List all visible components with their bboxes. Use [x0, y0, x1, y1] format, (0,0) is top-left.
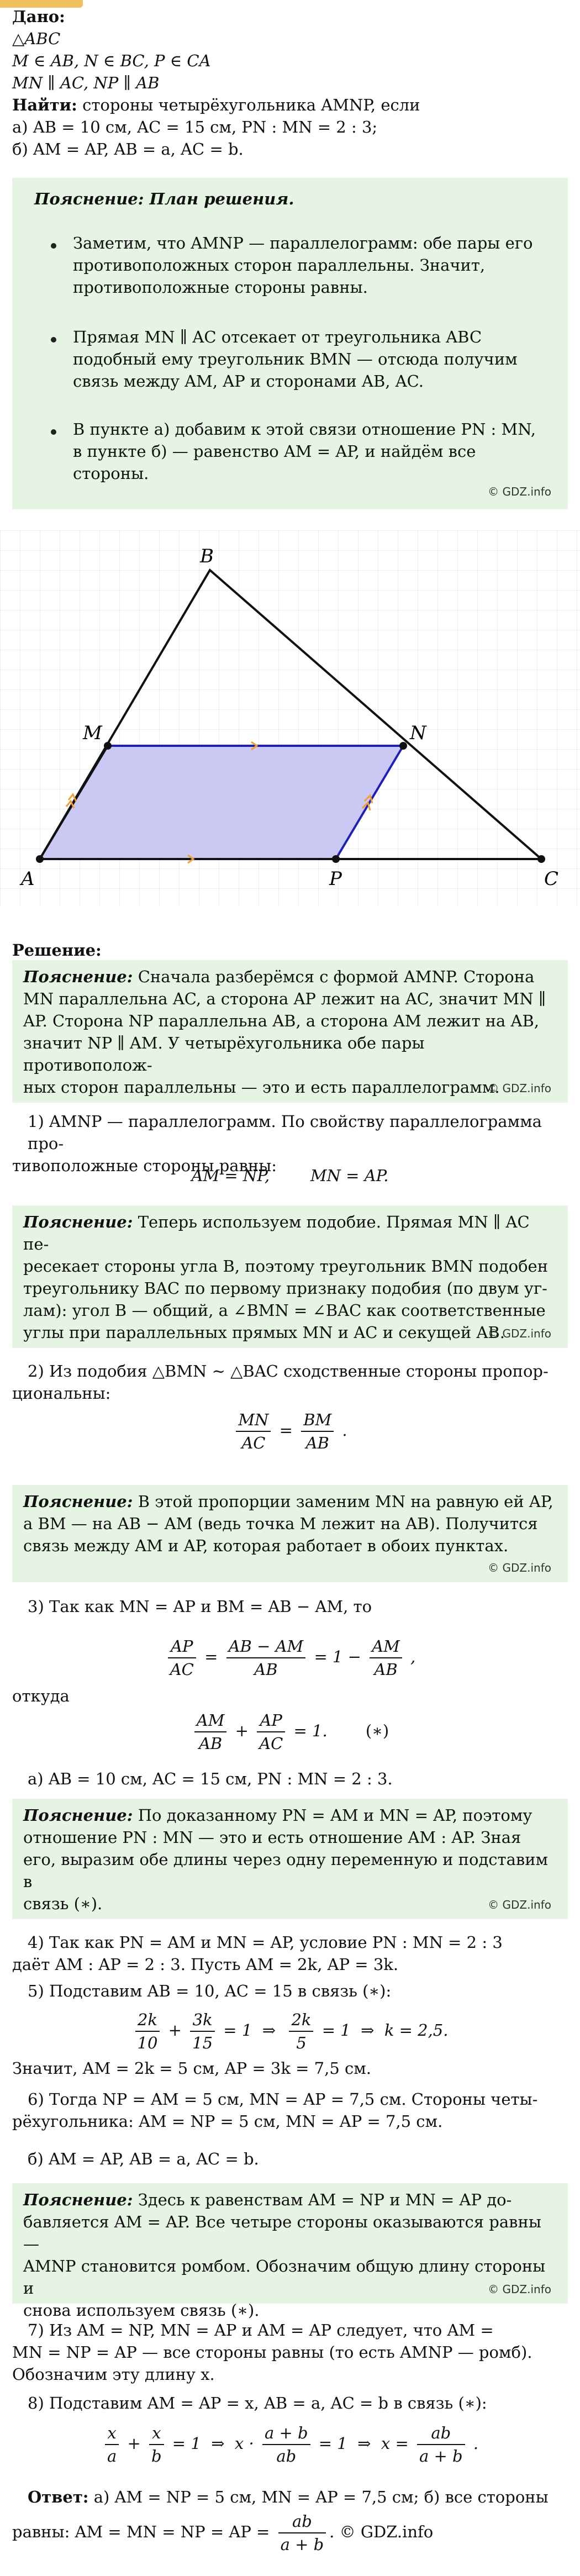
bullet-icon [51, 243, 56, 249]
eq-sign: = 1 ⇒ x · [172, 2434, 254, 2453]
find-title: Найти: [12, 96, 77, 114]
given-block [12, 6, 420, 160]
label-a: A [21, 868, 35, 890]
point-n [399, 742, 407, 750]
note-line: его, выразим обе длины через одну переменную и подставим в [23, 1850, 549, 1891]
frac-den: AB [374, 1660, 398, 1679]
step-line: 6) Тогда NP = AM = 5 см, MN = AP = 7,5 см. Стороны четы- [28, 2090, 538, 2109]
plan-item: Заметим, что AMNP — параллелограмм: обе пары его противоположных сторон параллельны. Значит, противоположные стороны равны. [73, 234, 533, 297]
point-m [104, 742, 112, 750]
step-line: циональны: [12, 1384, 111, 1403]
frac-den: AB [198, 1734, 223, 1753]
eq-sign: + [168, 2021, 182, 2040]
note-lead: Пояснение: [23, 1806, 133, 1825]
eq-sign: = [279, 1421, 293, 1440]
frac-den: AB [254, 1660, 278, 1679]
label-c: C [544, 868, 559, 890]
eq-tag: (∗) [365, 1721, 389, 1740]
step-line: MN = NP = AP — все стороны равны (то есть AMNP — ромб). [12, 2343, 532, 2362]
frac-den: 15 [192, 2034, 213, 2052]
given-title: Дано: [12, 7, 65, 26]
step-6 [12, 2088, 538, 2132]
eq-sign: + [127, 2434, 141, 2453]
step-7 [12, 2319, 532, 2385]
frac-den: a + b [419, 2447, 463, 2466]
frac-den: a + b [280, 2535, 324, 2554]
note-lead: Пояснение: [23, 1213, 133, 1231]
label-b: B [200, 545, 214, 567]
step-5-result: Значит, AM = 2k = 5 см, AP = 3k = 7,5 см. [12, 2059, 372, 2078]
frac-num: AP [257, 1709, 285, 1732]
note-line: ных сторон параллельны — это и есть параллелограмм. [23, 1078, 500, 1097]
gdz-watermark: © GDZ.info [488, 485, 551, 498]
note-line: связь (∗). [23, 1894, 103, 1913]
note-line: углы при параллельных прямых MN и AC и секущей AB. [23, 1323, 505, 1342]
gdz-watermark: © GDZ.info [488, 1898, 551, 1911]
note-line: снова используем связь (∗). [23, 2301, 260, 2320]
note-line: ресекает стороны угла B, поэтому треугольник BMN подобен [23, 1257, 549, 1276]
answer-line: равны: AM = MN = NP = AP = [12, 2522, 270, 2541]
note-line: связь между AM и AP, которая работает в обоих пунктах. [23, 1536, 509, 1555]
bullet-icon [51, 429, 56, 435]
solution-title: Решение: [12, 941, 102, 960]
step-line: 2) Из подобия △BMN ∼ △BAC сходственные стороны пропор- [28, 1362, 549, 1381]
triangle-figure [0, 530, 580, 906]
find-text: стороны четырёхугольника AMNP, если [77, 96, 420, 114]
note-box [12, 1799, 568, 1919]
note-line: AMNP становится ромбом. Обозначим общую длину стороны и [23, 2257, 546, 2298]
note-line: треугольнику BAC по первому признаку подобия (по двум уг- [23, 1279, 547, 1298]
step-5: 5) Подставим AB = 10, AC = 15 в связь (∗): [28, 1982, 392, 2000]
frac-den: 10 [137, 2034, 158, 2052]
answer-lead: Ответ: [28, 2488, 89, 2506]
case-b: б) AM = AP, AB = a, AC = b. [12, 140, 244, 159]
part-b: б) AM = AP, AB = a, AC = b. [28, 2150, 259, 2168]
answer-fraction [278, 2510, 326, 2556]
part-a: а) AB = 10 см, AC = 15 см, PN : MN = 2 : 3. [28, 1769, 393, 1788]
note-line: Теперь используем подобие. Прямая MN ∥ AC пе- [23, 1213, 530, 1253]
case-a: а) AB = 10 см, AC = 15 см, PN : MN = 2 : 3; [12, 118, 378, 136]
note-line: Сначала разберёмся с формой AMNP. Сторона [138, 967, 535, 986]
gdz-watermark: © GDZ.info [488, 2283, 551, 2296]
frac-num: 3k [190, 2009, 215, 2032]
note-line: MN параллельна AC, а сторона AP лежит на AC, значит MN ∥ [23, 989, 546, 1008]
note-line: а BM — на AB − AM (ведь точка M лежит на AB). Получится [23, 1514, 538, 1533]
eq-end: . [473, 2434, 479, 2453]
answer-line: а) AM = NP = 5 см, MN = AP = 7,5 см; б) все стороны [88, 2488, 549, 2506]
frac-num: 2k [135, 2009, 160, 2032]
note-line: Здесь к равенствам AM = NP и MN = AP до- [138, 2190, 512, 2209]
step-line: 1) AMNP — параллелограмм. По свойству параллелограмма про- [28, 1112, 542, 1153]
note-line: По доказанному PN = AM и MN = AP, поэтому [138, 1806, 532, 1825]
point-c [537, 855, 545, 863]
frac-den: b [151, 2447, 162, 2466]
eq-sign: = 1 − [314, 1647, 361, 1666]
frac-num: 2k [289, 2009, 313, 2032]
frac-den: 5 [296, 2034, 307, 2052]
eq-end: = 1 ⇒ k = 2,5. [321, 2021, 449, 2040]
note-line: значит NP ∥ AM. У четырёхугольника обе пары противополож- [23, 1034, 425, 1074]
note-line: отношение PN : MN — это и есть отношение AM : AP. Зная [23, 1828, 521, 1847]
frac-den: AC [170, 1660, 194, 1679]
step-line: 4) Так как PN = AM и MN = AP, условие PN : MN = 2 : 3 [28, 1933, 503, 1952]
frac-den: AB [305, 1434, 329, 1452]
eq-end: . [342, 1421, 347, 1440]
point-p [332, 855, 340, 863]
note-box [12, 1485, 568, 1582]
step-8: 8) Подставим AM = AP = x, AB = a, AC = b в связь (∗): [28, 2394, 487, 2412]
note-box [12, 1205, 568, 1348]
note-lead: Пояснение: [23, 967, 133, 986]
eq-sign: = [204, 1647, 218, 1666]
plan-title: Пояснение: План решения. [34, 189, 294, 208]
frac-num: x [149, 2422, 164, 2445]
equation-4 [0, 1709, 580, 1755]
plan-item: Прямая MN ∥ AC отсекает от треугольника ABC подобный ему треугольник BMN — отсюда получим связь между AM, AP и сторонами AB, AC. [73, 328, 518, 391]
equation-2 [0, 1409, 580, 1454]
frac-num: a + b [262, 2422, 310, 2445]
note-lead: Пояснение: [23, 2190, 133, 2209]
label-n: N [410, 722, 426, 744]
note-line: AP. Сторона NP параллельна AB, а сторона AM лежит на AB, [23, 1012, 540, 1030]
frac-num: MN [236, 1409, 271, 1432]
note-line: лам): угол B — общий, а ∠BMN = ∠BAC как соответственные [23, 1301, 546, 1320]
step-line: рёхугольника: AM = NP = 5 см, MN = AP = 7,5 см. [12, 2112, 443, 2131]
step-4 [12, 1931, 503, 1976]
equation-3 [0, 1635, 580, 1681]
label-m: M [83, 722, 102, 744]
note-box [12, 960, 568, 1103]
step-line: 7) Из AM = NP, MN = AP и AM = AP следует, что AM = [28, 2321, 494, 2340]
answer [12, 2486, 549, 2556]
gdz-watermark: © GDZ.info [488, 1082, 551, 1095]
frac-num: AB − AM [226, 1635, 306, 1658]
eq-end: , [410, 1647, 416, 1666]
step-line: тивоположные стороны равны: [12, 1156, 277, 1175]
given-line: MN ∥ AC, NP ∥ AB [12, 73, 160, 92]
step-line: даёт AM : AP = 2 : 3. Пусть AM = 2k, AP = 3k. [12, 1955, 399, 1974]
equation-5 [0, 2009, 580, 2054]
eq-sign: = 1 ⇒ [223, 2021, 281, 2040]
frac-num: AP [168, 1635, 196, 1658]
given-line: M ∈ AB, N ∈ BC, P ∈ CA [12, 51, 211, 70]
frac-num: x [105, 2422, 119, 2445]
given-line: △ABC [12, 29, 61, 48]
eq-sign: = 1 ⇒ x = [318, 2434, 409, 2453]
frac-den: ab [276, 2447, 297, 2466]
whence: откуда [12, 1687, 70, 1705]
frac-num: ab [417, 2422, 465, 2445]
eq-sign: + [235, 1721, 249, 1740]
frac-den: AC [241, 1434, 266, 1452]
frac-den: a [107, 2447, 117, 2466]
plan-item: В пункте а) добавим к этой связи отношение PN : MN, в пункте б) — равенство AM = AP, и найдём все стороны. [73, 420, 536, 483]
plan-box [12, 178, 568, 509]
step-3: 3) Так как MN = AP и BM = AB − AM, то [28, 1597, 372, 1616]
step-line: Обозначим эту длину x. [12, 2365, 215, 2384]
note-line: В этой пропорции заменим MN на равную ей AP, [138, 1492, 553, 1511]
label-p: P [329, 868, 342, 890]
note-lead: Пояснение: [23, 1492, 133, 1511]
frac-num: ab [278, 2510, 326, 2533]
point-a [36, 855, 44, 863]
bullet-icon [51, 337, 56, 343]
note-box [12, 2183, 568, 2320]
eq-rhs: = 1. [293, 1721, 328, 1740]
equation-8 [0, 2422, 580, 2467]
note-line: бавляется AM = AP. Все четыре стороны оказываются равны — [23, 2212, 541, 2253]
step-2 [12, 1360, 549, 1404]
gdz-watermark: © GDZ.info [488, 1327, 551, 1340]
frac-den: AC [259, 1734, 283, 1753]
frac-num: AM [370, 1635, 402, 1658]
equation-1: AM = NP, MN = AP. [191, 1166, 389, 1185]
gdz-watermark: © GDZ.info [488, 1561, 551, 1574]
answer-end: . © GDZ.info [329, 2522, 434, 2541]
frac-num: BM [301, 1409, 334, 1432]
frac-num: AM [194, 1709, 227, 1732]
